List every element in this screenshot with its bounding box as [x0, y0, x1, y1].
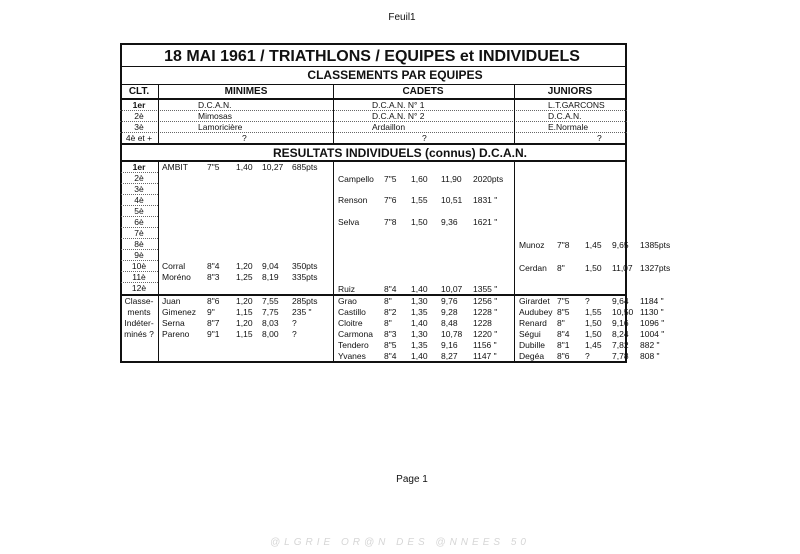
minimes-result-t2: 1,25	[236, 272, 253, 282]
unranked-juniors-result-t2: ?	[585, 351, 590, 361]
unranked-cadets-result-name: Yvanes	[338, 351, 366, 361]
unranked-label: Classe-	[124, 296, 154, 306]
divider	[120, 143, 627, 145]
unranked-minimes-result-t3: 7,75	[262, 307, 279, 317]
team-minimes: Mimosas	[198, 111, 233, 121]
unranked-juniors-result-t3: 7,82	[612, 340, 629, 350]
unranked-cadets-result-t2: 1,35	[411, 340, 428, 350]
minimes-result-t1: 7"5	[207, 162, 220, 172]
rank-label: 3è	[134, 184, 144, 194]
unranked-juniors-result-pts: 1130 "	[640, 307, 664, 317]
rank-label: 12è	[131, 283, 147, 293]
unranked-cadets-result-name: Carmona	[338, 329, 373, 339]
rank-label: 5è	[134, 206, 144, 216]
unranked-minimes-result-name: Juan	[162, 296, 181, 306]
unranked-cadets-result-t3: 10,78	[441, 329, 463, 339]
rank-label: 9è	[134, 250, 144, 260]
cadets-result-t2: 1,40	[411, 284, 428, 294]
team-rank: 2è	[134, 111, 144, 121]
unranked-cadets-result-pts: 1156 "	[473, 340, 497, 350]
team-rank: 4è et +	[125, 133, 153, 143]
cadets-result-name: Renson	[338, 195, 368, 205]
unranked-cadets-result-t3: 9,76	[441, 296, 458, 306]
unranked-label: Indéter-	[124, 318, 154, 328]
unranked-cadets-result-t2: 1,40	[411, 351, 428, 361]
team-minimes: D.C.A.N.	[198, 100, 232, 110]
unranked-minimes-result-pts: 235 "	[292, 307, 312, 317]
col-header-juniors: JUNIORS	[547, 86, 593, 97]
cadets-result-pts: 1621 "	[473, 217, 498, 227]
unranked-minimes-result-t2: 1,20	[236, 318, 253, 328]
page-number: Page 1	[396, 474, 428, 485]
unranked-cadets-result-name: Grao	[338, 296, 357, 306]
unranked-juniors-result-t3: 8,24	[612, 329, 629, 339]
juniors-result-name: Munoz	[519, 240, 545, 250]
sheet-label: Feuil1	[388, 12, 416, 23]
team-cadets: D.C.A.N. N° 2	[372, 111, 425, 121]
cadets-result-name: Ruiz	[338, 284, 356, 294]
team-ranking-subtitle: CLASSEMENTS PAR EQUIPES	[307, 68, 483, 82]
unranked-cadets-result-name: Tendero	[338, 340, 369, 350]
unranked-juniors-result-name: Ségui	[519, 329, 541, 339]
unranked-minimes-result-t1: 9"1	[207, 329, 220, 339]
divider	[158, 160, 159, 363]
unranked-minimes-result-t3: 8,03	[262, 318, 279, 328]
unranked-cadets-result-t1: 8"3	[384, 329, 397, 339]
unranked-juniors-result-t1: 8"6	[557, 351, 570, 361]
team-minimes: ?	[242, 133, 247, 143]
rank-label: 6è	[134, 217, 144, 227]
minimes-result-pts: 350pts	[292, 261, 318, 271]
unranked-label: minés ?	[124, 329, 154, 339]
unranked-cadets-result-t1: 8"2	[384, 307, 397, 317]
unranked-cadets-result-pts: 1228	[473, 318, 492, 328]
unranked-cadets-result-pts: 1256 "	[473, 296, 498, 306]
minimes-result-t3: 10,27	[262, 162, 284, 172]
team-cadets: D.C.A.N. N° 1	[372, 100, 425, 110]
juniors-result-pts: 1385pts	[640, 240, 671, 250]
unranked-minimes-result-t2: 1,20	[236, 296, 253, 306]
rank-label: 1er	[132, 162, 146, 172]
page-title: 18 MAI 1961 / TRIATHLONS / EQUIPES et INDIVIDUELS	[164, 48, 580, 65]
minimes-result-pts: 685pts	[292, 162, 318, 172]
minimes-result-t2: 1,40	[236, 162, 253, 172]
col-header-cadets: CADETS	[402, 86, 444, 97]
unranked-juniors-result-t2: 1,50	[585, 318, 602, 328]
team-rank: 3è	[134, 122, 144, 132]
unranked-cadets-result-name: Cloitre	[338, 318, 363, 328]
cadets-result-t1: 7"6	[384, 195, 397, 205]
divider	[120, 160, 627, 162]
unranked-juniors-result-name: Degéa	[519, 351, 545, 361]
unranked-juniors-result-t2: 1,50	[585, 329, 602, 339]
unranked-cadets-result-t3: 8,48	[441, 318, 458, 328]
cadets-result-t3: 11,90	[441, 174, 462, 184]
team-juniors: E.Normale	[548, 122, 589, 132]
unranked-juniors-result-pts: 1184 "	[640, 296, 664, 306]
unranked-juniors-result-t1: 7"5	[557, 296, 570, 306]
unranked-juniors-result-t3: 9,16	[612, 318, 629, 328]
cadets-result-t3: 10,07	[441, 284, 463, 294]
unranked-juniors-result-name: Renard	[519, 318, 547, 328]
unranked-minimes-result-name: Serna	[162, 318, 185, 328]
unranked-minimes-result-pts: ?	[292, 329, 297, 339]
unranked-juniors-result-pts: 882 "	[640, 340, 660, 350]
divider	[158, 84, 159, 144]
unranked-cadets-result-pts: 1228 "	[473, 307, 498, 317]
unranked-juniors-result-name: Girardet	[519, 296, 550, 306]
minimes-result-t3: 9,04	[262, 261, 279, 271]
unranked-cadets-result-pts: 1220 "	[473, 329, 498, 339]
cadets-result-t3: 9,36	[441, 217, 458, 227]
team-cadets: ?	[422, 133, 427, 143]
cadets-result-pts: 1831 "	[473, 195, 498, 205]
unranked-cadets-result-t1: 8"4	[384, 351, 397, 361]
unranked-minimes-result-pts: 285pts	[292, 296, 318, 306]
unranked-cadets-result-t2: 1,30	[411, 296, 428, 306]
col-header-minimes: MINIMES	[224, 86, 268, 97]
minimes-result-pts: 335pts	[292, 272, 318, 282]
divider	[120, 132, 627, 133]
divider	[120, 294, 627, 296]
juniors-result-t1: 7"8	[557, 240, 570, 250]
rank-label: 11è	[132, 272, 146, 282]
unranked-cadets-result-t3: 9,16	[441, 340, 458, 350]
team-rank: 1er	[132, 100, 146, 110]
unranked-juniors-result-t1: 8"	[557, 318, 565, 328]
unranked-juniors-result-pts: 1096 "	[640, 318, 665, 328]
unranked-minimes-result-name: Pareno	[162, 329, 190, 339]
divider	[333, 160, 334, 363]
unranked-minimes-result-t1: 8"7	[207, 318, 220, 328]
minimes-result-name: Corral	[162, 261, 186, 271]
minimes-result-t1: 8"4	[207, 261, 220, 271]
col-header-clt: CLT.	[128, 86, 150, 97]
unranked-cadets-result-pts: 1147 "	[473, 351, 497, 361]
unranked-juniors-result-pts: 1004 "	[640, 329, 665, 339]
unranked-juniors-result-t1: 8"4	[557, 329, 570, 339]
unranked-minimes-result-t1: 8"6	[207, 296, 220, 306]
cadets-result-pts: 1355 "	[473, 284, 498, 294]
cadets-result-t2: 1,50	[411, 217, 428, 227]
divider	[120, 66, 627, 67]
unranked-minimes-result-t3: 7,55	[262, 296, 279, 306]
team-juniors: L.T.GARCONS	[548, 100, 605, 110]
minimes-result-name: Moréno	[162, 272, 191, 282]
unranked-cadets-result-t1: 8"	[384, 296, 392, 306]
unranked-cadets-result-t2: 1,40	[411, 318, 428, 328]
unranked-cadets-result-t3: 9,28	[441, 307, 458, 317]
cadets-result-t1: 8"4	[384, 284, 397, 294]
divider	[514, 84, 515, 144]
rank-label: 10è	[131, 261, 147, 271]
unranked-minimes-result-pts: ?	[292, 318, 297, 328]
minimes-result-name: AMBIT	[162, 162, 188, 172]
unranked-minimes-result-t2: 1,15	[236, 307, 253, 317]
unranked-minimes-result-t2: 1,15	[236, 329, 253, 339]
cadets-result-t1: 7"8	[384, 217, 397, 227]
unranked-juniors-result-t1: 8"5	[557, 307, 570, 317]
juniors-result-t2: 1,45	[585, 240, 602, 250]
unranked-juniors-result-t3: 7,78	[612, 351, 629, 361]
cadets-result-t3: 10,51	[441, 195, 463, 205]
unranked-minimes-result-t3: 8,00	[262, 329, 279, 339]
minimes-result-t3: 8,19	[262, 272, 279, 282]
cadets-result-name: Campello	[338, 174, 374, 184]
juniors-result-t3: 11,07	[612, 263, 633, 273]
unranked-juniors-result-t2: 1,55	[585, 307, 602, 317]
unranked-juniors-result-t3: 9,64	[612, 296, 629, 306]
individual-results-title: RESULTATS INDIVIDUELS (connus) D.C.A.N.	[273, 146, 527, 160]
juniors-result-t1: 8"	[557, 263, 565, 273]
juniors-result-t3: 9,65	[612, 240, 629, 250]
divider	[120, 84, 627, 85]
team-cadets: Ardaillon	[372, 122, 406, 132]
cadets-result-name: Selva	[338, 217, 360, 227]
unranked-juniors-result-name: Dubille	[519, 340, 545, 350]
unranked-minimes-result-t1: 9"	[207, 307, 215, 317]
divider	[514, 160, 515, 363]
unranked-juniors-result-name: Audubey	[519, 307, 553, 317]
unranked-cadets-result-t1: 8"5	[384, 340, 397, 350]
cadets-result-pts: 2020pts	[473, 174, 504, 184]
juniors-result-t2: 1,50	[585, 263, 602, 273]
unranked-label: ments	[127, 307, 151, 317]
juniors-result-name: Cerdan	[519, 263, 547, 273]
cadets-result-t2: 1,55	[411, 195, 428, 205]
juniors-result-pts: 1327pts	[640, 263, 671, 273]
cadets-result-t2: 1,60	[411, 174, 428, 184]
unranked-cadets-result-t2: 1,35	[411, 307, 428, 317]
unranked-juniors-result-t3: 10,50	[612, 307, 634, 317]
unranked-cadets-result-name: Castillo	[338, 307, 366, 317]
unranked-juniors-result-pts: 808 "	[640, 351, 660, 361]
unranked-cadets-result-t1: 8"	[384, 318, 392, 328]
minimes-result-t1: 8"3	[207, 272, 220, 282]
unranked-cadets-result-t3: 8,27	[441, 351, 458, 361]
team-minimes: Lamoricière	[198, 122, 243, 132]
unranked-cadets-result-t2: 1,30	[411, 329, 428, 339]
unranked-juniors-result-t1: 8"1	[557, 340, 570, 350]
team-juniors: D.C.A.N.	[548, 111, 582, 121]
team-juniors: ?	[597, 133, 602, 143]
unranked-minimes-result-name: Gimenez	[162, 307, 197, 317]
rank-label: 7è	[134, 228, 144, 238]
watermark: @LGRIE OR@N DES @NNEES 50	[270, 537, 530, 548]
divider	[333, 84, 334, 144]
cadets-result-t1: 7"5	[384, 174, 397, 184]
unranked-juniors-result-t2: ?	[585, 296, 590, 306]
rank-label: 4è	[134, 195, 144, 205]
rank-label: 8è	[134, 239, 144, 249]
minimes-result-t2: 1,20	[236, 261, 253, 271]
unranked-juniors-result-t2: 1,45	[585, 340, 602, 350]
rank-label: 2è	[134, 173, 144, 183]
